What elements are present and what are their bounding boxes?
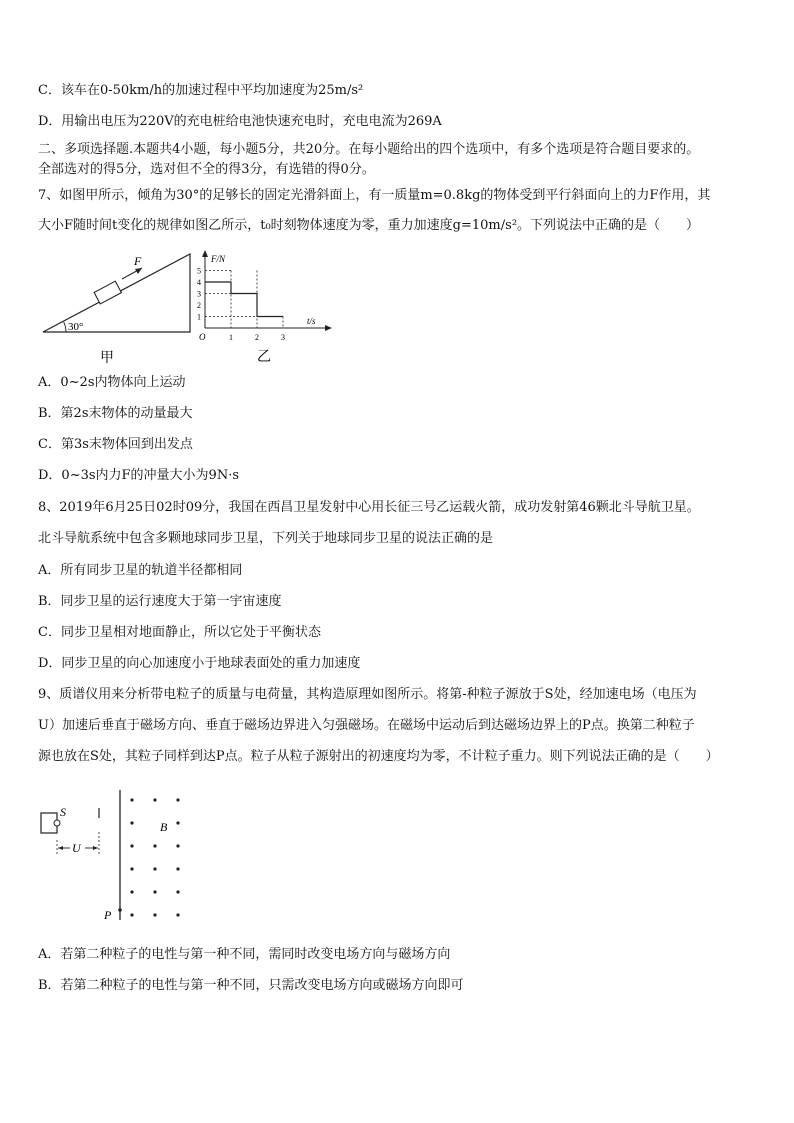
q9-option-a: A．若第二种粒子的电性与第一种不同，需同时改变电场方向与磁场方向 (38, 947, 451, 962)
x-axis-label: t/s (307, 316, 316, 326)
q7-option-a: A．0~2s内物体向上运动 (38, 375, 186, 390)
field-dot (153, 867, 156, 870)
source-label: S (60, 805, 66, 819)
q8-stem-line2: 北斗导航系统中包含多颗地球同步卫星，下列关于地球同步卫星的说法正确的是 (38, 531, 494, 546)
q7-stem-line2: 大小F随时间t变化的规律如图乙所示，t₀时刻物体速度为零，重力加速度g=10m/s²。下列说法中正确的是（ ） (38, 218, 700, 233)
field-dot (153, 913, 156, 916)
point-label: P (104, 908, 112, 922)
origin-label: O (199, 332, 206, 342)
q8-option-b: B．同步卫星的运行速度大于第一宇宙速度 (38, 594, 282, 609)
field-dot (130, 913, 133, 916)
q6-option-d: D．用输出电压为220V的充电桩给电池快速充电时，充电电流为269A (38, 114, 442, 129)
q8-option-c: C．同步卫星相对地面静止，所以它处于平衡状态 (38, 625, 321, 640)
figure-caption-yi: 乙 (257, 350, 271, 364)
x-tick-label: 1 (229, 333, 233, 342)
x-tick-label: 2 (255, 333, 259, 342)
angle-arc (64, 322, 66, 332)
q7-option-d: D．0~3s内力F的冲量大小为9N·s (38, 468, 239, 483)
point-p (118, 908, 122, 912)
voltage-arrowhead-left (58, 846, 63, 850)
field-dot (176, 913, 179, 916)
force-step-line (205, 282, 283, 317)
q7-option-c: C．第3s末物体回到出发点 (38, 437, 193, 452)
field-dot (176, 821, 179, 824)
y-tick-label: 4 (197, 278, 201, 287)
angle-label: 30° (68, 321, 84, 333)
section2-header-line2: 全部选对的得5分，选对但不全的得3分，有选错的得0分。 (38, 162, 375, 177)
field-dot (153, 844, 156, 847)
field-dot (176, 890, 179, 893)
incline-figure (38, 248, 198, 368)
q8-option-a: A．所有同步卫星的轨道半径都相同 (38, 563, 243, 578)
y-tick-label: 5 (197, 266, 201, 276)
force-time-chart (195, 244, 340, 364)
q9-stem-line1: 9、质谱仪用来分析带电粒子的质量与电荷量，其构造原理如图所示。将第-种粒子源放于S处，经加速电场（电压为 (38, 687, 697, 702)
field-dot (130, 867, 133, 870)
q9-stem-line3: 源也放在S处，其粒子同样到达P点。粒子从粒子源射出的初速度均为零，不计粒子重力。则下列说法正确的是（ ） (38, 749, 719, 764)
voltage-arrowhead-right (93, 846, 98, 850)
q7-option-b: B．第2s末物体的动量最大 (38, 406, 193, 421)
y-tick-label: 2 (197, 301, 201, 310)
q8-option-d: D．同步卫星的向心加速度小于地球表面处的重力加速度 (38, 656, 361, 671)
y-axis-arrowhead (202, 250, 208, 257)
x-tick-label: 3 (281, 333, 285, 342)
figure-caption-jia: 甲 (100, 351, 114, 366)
y-axis-label: F/N (211, 254, 226, 264)
field-dot (176, 844, 179, 847)
field-dot (130, 844, 133, 847)
q6-option-c: C．该车在0-50km/h的加速过程中平均加速度为25m/s² (38, 83, 364, 98)
x-axis-arrowhead (325, 325, 332, 331)
y-tick-label: 3 (197, 289, 201, 299)
block (94, 281, 121, 304)
field-dot (176, 798, 179, 801)
q7-stem-line1: 7、如图甲所示，倾角为30°的足够长的固定光滑斜面上，有一质量m=0.8kg的物体受到平行斜面向上的力F作用，其 (38, 188, 711, 203)
field-dot (130, 798, 133, 801)
y-tick-label: 1 (197, 312, 201, 322)
field-dot (153, 890, 156, 893)
mass-spectrometer-figure (36, 788, 196, 928)
field-dot (153, 798, 156, 801)
q8-stem-line1: 8、2019年6月25日02时09分，我国在西昌卫星发射中心用长征三号乙运载火箭，成功发射第46颗北斗导航卫星。 (38, 500, 700, 515)
q9-stem-line2: U）加速后垂直于磁场方向、垂直于磁场边界进入匀强磁场。在磁场中运动后到达磁场边界上的P点。换第二种粒子 (38, 718, 695, 733)
field-dot (130, 890, 133, 893)
field-dot (176, 867, 179, 870)
voltage-label: U (72, 841, 81, 855)
magnetic-field-dots (130, 798, 179, 916)
force-label: F (134, 254, 142, 268)
field-label: B (160, 820, 168, 834)
q9-option-b: B．若第二种粒子的电性与第一种不同，只需改变电场方向或磁场方向即可 (38, 978, 464, 993)
section2-header-line1: 二、多项选择题.本题共4小题，每小题5分，共20分。在每小题给出的四个选项中，有多个选项是符合题目要求的。 (38, 142, 700, 157)
source-point (54, 820, 60, 826)
field-dot (130, 821, 133, 824)
